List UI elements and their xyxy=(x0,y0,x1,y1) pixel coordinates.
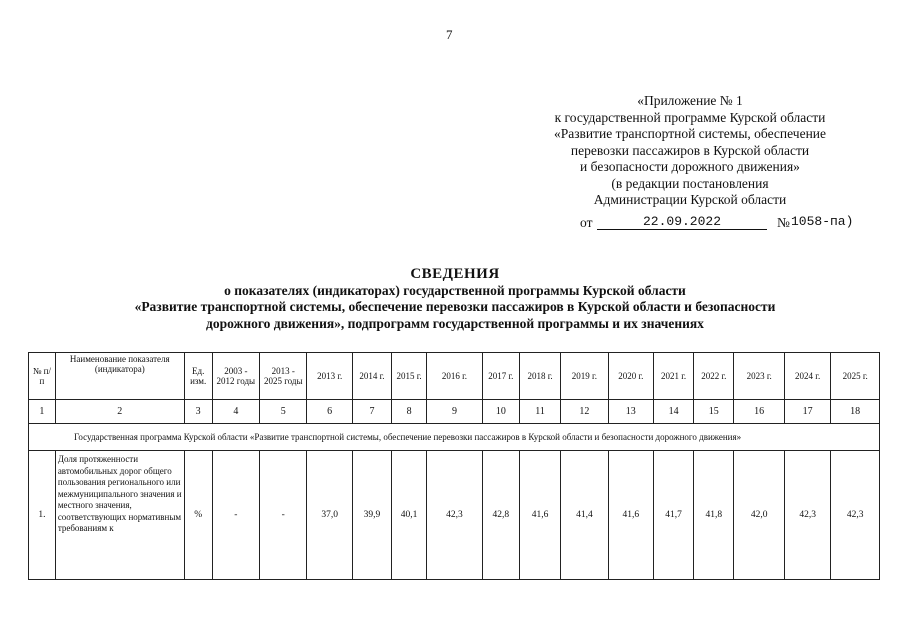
appendix-line: «Приложение № 1 xyxy=(637,93,743,108)
column-number-cell: 6 xyxy=(307,400,352,424)
column-number-cell: 12 xyxy=(561,400,608,424)
column-number-cell: 16 xyxy=(734,400,785,424)
heading-line: «Развитие транспортной системы, обеспечение перевозки пассажиров в Курской области и безопасности xyxy=(134,299,776,314)
column-number-cell: 2 xyxy=(55,400,184,424)
column-number-cell: 5 xyxy=(260,400,307,424)
column-number-cell: 15 xyxy=(694,400,734,424)
value-cell: - xyxy=(260,451,307,580)
appendix-line: «Развитие транспортной системы, обеспечение xyxy=(553,126,827,141)
column-number-cell: 4 xyxy=(212,400,259,424)
page-number: 7 xyxy=(446,27,453,42)
value-cell: 39,9 xyxy=(352,451,391,580)
heading-title: СВЕДЕНИЯ xyxy=(410,266,500,282)
appendix-block xyxy=(520,93,860,209)
table-header-cell: 2024 г. xyxy=(784,353,830,400)
value-cell: 41,4 xyxy=(561,451,608,580)
table-header-cell: 2019 г. xyxy=(561,353,608,400)
value-cell: - xyxy=(212,451,259,580)
column-number-cell: 10 xyxy=(482,400,519,424)
section-row xyxy=(29,424,880,451)
column-number-cell: 14 xyxy=(653,400,693,424)
indicators-table xyxy=(28,352,880,580)
table-header-cell: 2015 г. xyxy=(392,353,427,400)
table-header-cell: 2020 г. xyxy=(608,353,653,400)
column-number-cell: 18 xyxy=(831,400,880,424)
appendix-line: (в редакции постановления xyxy=(611,175,769,191)
column-number-cell: 11 xyxy=(519,400,560,424)
value-cell: 42,3 xyxy=(427,451,483,580)
value-cell: 40,1 xyxy=(392,451,427,580)
table-header-cell: 2018 г. xyxy=(519,353,560,400)
column-number-cell: 1 xyxy=(29,400,56,424)
value-cell: 42,8 xyxy=(482,451,519,580)
table-row xyxy=(29,451,880,580)
table-header-cell: Наименование показателя (индикатора) xyxy=(55,353,184,400)
table-header-cell: 2025 г. xyxy=(831,353,880,400)
table-header-cell: 2017 г. xyxy=(482,353,519,400)
table-header-cell: 2016 г. xyxy=(427,353,483,400)
unit-cell: % xyxy=(184,451,212,580)
indicator-name-cell: Доля протяженности автомобильных дорог общего пользования регионального или межмуниципального значения и местного значения, соответствующих нормативным требованиям к xyxy=(55,451,184,580)
decree-number: 1058-па) xyxy=(791,214,854,229)
value-cell: 42,3 xyxy=(831,451,880,580)
appendix-line: Администрации Курской области xyxy=(593,192,787,207)
column-number-cell: 13 xyxy=(608,400,653,424)
value-cell: 41,8 xyxy=(694,451,734,580)
row-number-cell: 1. xyxy=(29,451,56,580)
value-cell: 41,7 xyxy=(653,451,693,580)
table-header-cell: 2014 г. xyxy=(352,353,391,400)
heading-line: о показателях (индикаторах) государственной программы Курской области xyxy=(224,282,686,298)
table-header-cell: 2013 - 2025 годы xyxy=(260,353,307,400)
column-number-cell: 8 xyxy=(392,400,427,424)
appendix-line: перевозки пассажиров в Курской области xyxy=(570,142,810,158)
column-number-cell: 17 xyxy=(784,400,830,424)
section-title: Государственная программа Курской области «Развитие транспортной системы, обеспечение перевозки пассажиров в Курской области и безопасности дорожного движения» xyxy=(29,424,880,451)
column-number-row xyxy=(29,400,880,424)
table-header-cell: 2023 г. xyxy=(734,353,785,400)
document-heading xyxy=(60,266,850,332)
decree-ot-label: от xyxy=(580,215,593,230)
table-header-cell: 2003 - 2012 годы xyxy=(212,353,259,400)
decree-number-label: № xyxy=(777,215,790,230)
value-cell: 41,6 xyxy=(608,451,653,580)
appendix-line: к государственной программе Курской области xyxy=(554,109,826,125)
table-header-cell: 2021 г. xyxy=(653,353,693,400)
column-number-cell: 7 xyxy=(352,400,391,424)
decree-date: 22.09.2022 xyxy=(597,214,767,230)
table-header-cell: № п/п xyxy=(29,353,56,400)
table-header-cell: 2013 г. xyxy=(307,353,352,400)
table-header-row xyxy=(29,353,880,400)
table-header-cell: 2022 г. xyxy=(694,353,734,400)
heading-line: дорожного движения», подпрограмм государственной программы и их значениях xyxy=(206,315,704,331)
table-header-cell: Ед. изм. xyxy=(184,353,212,400)
column-number-cell: 3 xyxy=(184,400,212,424)
value-cell: 37,0 xyxy=(307,451,352,580)
value-cell: 42,0 xyxy=(734,451,785,580)
column-number-cell: 9 xyxy=(427,400,483,424)
appendix-line: и безопасности дорожного движения» xyxy=(580,159,800,174)
value-cell: 42,3 xyxy=(784,451,830,580)
decree-line xyxy=(580,215,860,233)
value-cell: 41,6 xyxy=(519,451,560,580)
